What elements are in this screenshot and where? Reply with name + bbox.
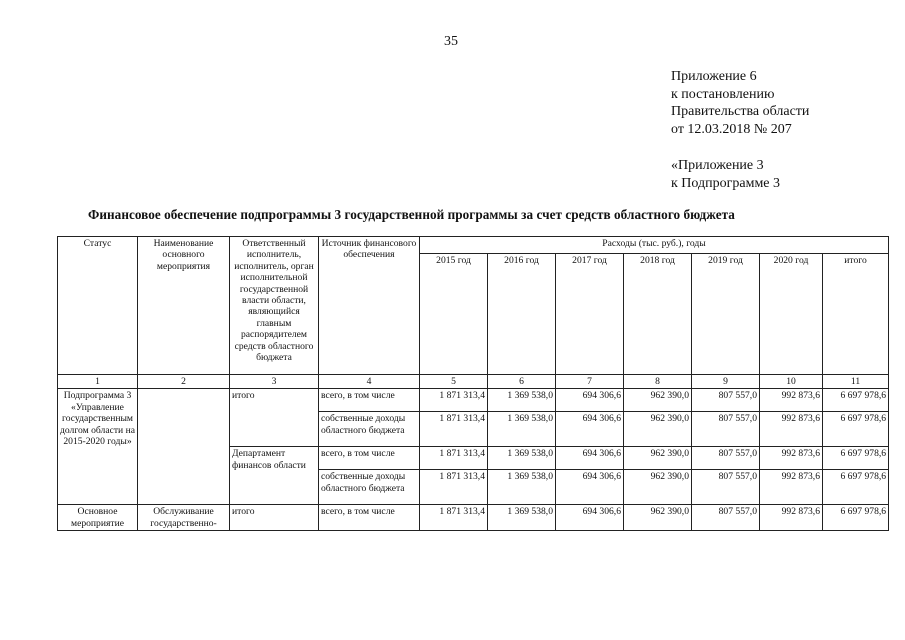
- document-title: Финансовое обеспечение подпрограммы 3 государственной программы за счет средств областного бюджета: [88, 207, 735, 222]
- value-cell: 1 369 538,0: [488, 447, 556, 470]
- value-cell: 807 557,0: [692, 505, 760, 531]
- status-cell: Основное мероприятие: [58, 505, 138, 531]
- table-row: [58, 389, 889, 412]
- executor-cell: Департамент финансов области: [230, 447, 319, 505]
- value-cell: 807 557,0: [692, 470, 760, 505]
- value-cell: 1 871 313,4: [420, 470, 488, 505]
- table-row: [58, 505, 889, 531]
- header-year: 2016 год: [488, 254, 556, 375]
- column-number: 8: [624, 375, 692, 389]
- value-cell: 962 390,0: [624, 447, 692, 470]
- column-number: 11: [823, 375, 889, 389]
- column-number: 2: [138, 375, 230, 389]
- value-cell: 807 557,0: [692, 412, 760, 447]
- appendix-line: к Подпрограмме 3: [671, 175, 781, 191]
- value-cell: 1 871 313,4: [420, 389, 488, 412]
- value-cell: 694 306,6: [556, 505, 624, 531]
- value-cell: 807 557,0: [692, 389, 760, 412]
- budget-table: [57, 236, 889, 531]
- column-number: 6: [488, 375, 556, 389]
- page-number: 35: [444, 34, 458, 49]
- value-cell: 1 871 313,4: [420, 412, 488, 447]
- value-cell: 6 697 978,6: [823, 447, 889, 470]
- value-cell: 1 871 313,4: [420, 447, 488, 470]
- source-cell: всего, в том числе: [319, 505, 420, 531]
- header-year: 2015 год: [420, 254, 488, 375]
- value-cell: 694 306,6: [556, 447, 624, 470]
- executor-cell: итого: [230, 505, 319, 531]
- column-number: 1: [58, 375, 138, 389]
- value-cell: 694 306,6: [556, 389, 624, 412]
- value-cell: 694 306,6: [556, 412, 624, 447]
- column-number: 4: [319, 375, 420, 389]
- column-number: 7: [556, 375, 624, 389]
- value-cell: 1 871 313,4: [420, 505, 488, 531]
- column-number: 5: [420, 375, 488, 389]
- header-expenses: Расходы (тыс. руб.), годы: [420, 237, 889, 254]
- value-cell: 6 697 978,6: [823, 412, 889, 447]
- header-total: итого: [823, 254, 889, 375]
- header-status: Статус: [58, 237, 138, 375]
- column-number-row: [58, 375, 889, 389]
- value-cell: 1 369 538,0: [488, 470, 556, 505]
- appendix-line: от 12.03.2018 № 207: [671, 121, 792, 137]
- value-cell: 992 873,6: [760, 470, 823, 505]
- appendix-line: «Приложение 3: [671, 158, 764, 173]
- name-cell: Обслуживание государственно-: [138, 505, 230, 531]
- value-cell: 1 369 538,0: [488, 505, 556, 531]
- source-cell: всего, в том числе: [319, 447, 420, 470]
- value-cell: 962 390,0: [624, 470, 692, 505]
- value-cell: 1 369 538,0: [488, 412, 556, 447]
- name-cell: [138, 389, 230, 505]
- header-year: 2017 год: [556, 254, 624, 375]
- value-cell: 962 390,0: [624, 389, 692, 412]
- value-cell: 694 306,6: [556, 470, 624, 505]
- value-cell: 6 697 978,6: [823, 389, 889, 412]
- value-cell: 1 369 538,0: [488, 389, 556, 412]
- header-year: 2019 год: [692, 254, 760, 375]
- appendix-block: [671, 68, 809, 138]
- value-cell: 962 390,0: [624, 412, 692, 447]
- value-cell: 992 873,6: [760, 505, 823, 531]
- appendix-line: к постановлению: [671, 86, 775, 102]
- value-cell: 6 697 978,6: [823, 470, 889, 505]
- value-cell: 6 697 978,6: [823, 505, 889, 531]
- value-cell: 807 557,0: [692, 447, 760, 470]
- column-number: 10: [760, 375, 823, 389]
- header-name: Наименование основного мероприятия: [138, 237, 230, 375]
- value-cell: 992 873,6: [760, 389, 823, 412]
- header-source: Источник финансового обеспечения: [319, 237, 420, 375]
- value-cell: 992 873,6: [760, 447, 823, 470]
- executor-cell: итого: [230, 389, 319, 447]
- appendix-line: Правительства области: [671, 104, 810, 119]
- column-number: 9: [692, 375, 760, 389]
- source-cell: собственные доходы областного бюджета: [319, 412, 420, 447]
- appendix-reference-block: [671, 157, 780, 192]
- appendix-line: Приложение 6: [671, 69, 757, 84]
- source-cell: собственные доходы областного бюджета: [319, 470, 420, 505]
- header-executor: Ответственный исполнитель, исполнитель, орган исполнительной государственной власти области, являющийся главным распорядителем средств областного бюджета: [230, 237, 319, 375]
- source-cell: всего, в том числе: [319, 389, 420, 412]
- value-cell: 992 873,6: [760, 412, 823, 447]
- column-number: 3: [230, 375, 319, 389]
- header-year: 2018 год: [624, 254, 692, 375]
- header-year: 2020 год: [760, 254, 823, 375]
- value-cell: 962 390,0: [624, 505, 692, 531]
- status-cell: Подпрограмма 3 «Управление государственным долгом области на 2015-2020 годы»: [58, 389, 138, 505]
